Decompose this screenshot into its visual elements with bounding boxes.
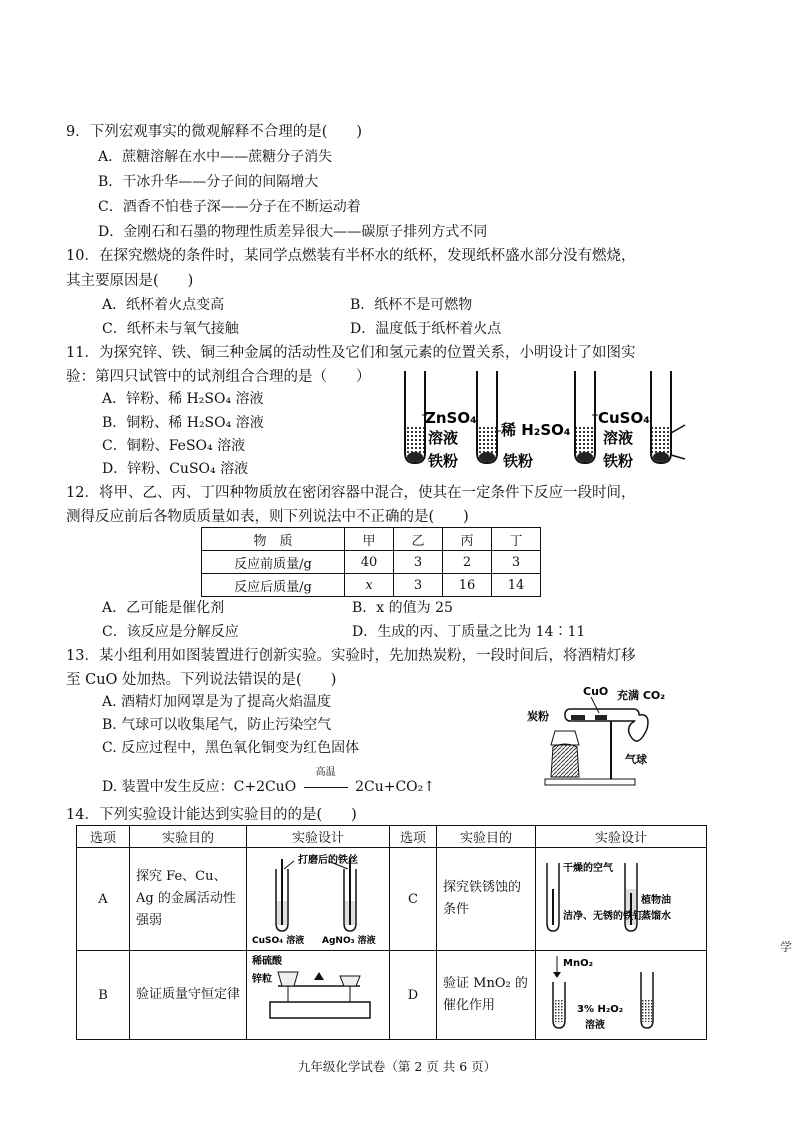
table-header-cell: 物 质 bbox=[202, 528, 345, 551]
co2-label: 充满 CO₂ bbox=[617, 689, 666, 702]
balloon-label: 气球 bbox=[625, 753, 647, 766]
q11-option-a: A．锌粉、稀 H₂SO₄ 溶液 bbox=[102, 391, 264, 407]
table-header-cell: 选项 bbox=[77, 826, 130, 848]
cuo-label: CuO bbox=[583, 685, 609, 698]
table-header-cell: 丁 bbox=[492, 528, 541, 551]
table-cell: 14 bbox=[492, 574, 541, 597]
option-a-figure bbox=[248, 849, 388, 945]
q13-stem-line2: 至 CuO 处加热。下列说法错误的是( ) bbox=[66, 672, 337, 688]
tube1-metal-label: 铁粉 bbox=[428, 452, 459, 470]
q12-option-a: A．乙可能是催化剂 bbox=[102, 600, 225, 616]
option-b-cell: B bbox=[77, 951, 130, 1040]
table-cell: 16 bbox=[443, 574, 492, 597]
page-footer: 九年级化学试卷（第 2 页 共 6 页） bbox=[297, 1059, 497, 1074]
q13-option-b: B. 气球可以收集尾气，防止污染空气 bbox=[102, 717, 332, 733]
q9-stem: 9．下列宏观事实的微观解释不合理的是( ) bbox=[66, 124, 363, 140]
distilled-water-label: 蒸馏水 bbox=[641, 911, 671, 922]
table-header-cell: 选项 bbox=[390, 826, 437, 848]
table-cell: x bbox=[345, 574, 394, 597]
option-d-cell: D bbox=[390, 951, 437, 1040]
table-cell: 3 bbox=[492, 551, 541, 574]
tube3-metal-label: 铁粉 bbox=[603, 452, 634, 470]
tube1-solution-label: ZnSO₄ bbox=[425, 409, 477, 427]
q13-option-d bbox=[102, 767, 435, 797]
carbon-powder-label: 炭粉 bbox=[527, 710, 549, 723]
tube2-solution-label: 稀 H₂SO₄ bbox=[501, 421, 571, 439]
q9-option-b: B．干冰升华——分子间的间隔增大 bbox=[98, 174, 319, 190]
lamp-shield bbox=[551, 731, 579, 745]
option-d-design bbox=[536, 951, 707, 1040]
option-c-design bbox=[536, 848, 707, 951]
table-header-cell: 实验目的 bbox=[437, 826, 536, 848]
clean-nail-label: 洁净、无锈的铁钉 bbox=[563, 911, 643, 922]
q10-stem-line2: 其主要原因是( ) bbox=[66, 273, 194, 289]
q11-option-d: D．锌粉、CuSO₄ 溶液 bbox=[102, 461, 249, 477]
q12-option-c: C．该反应是分解反应 bbox=[102, 624, 239, 640]
q9-option-c: C．酒香不怕巷子深——分子在不断运动着 bbox=[98, 199, 361, 215]
table-header-row bbox=[77, 826, 707, 848]
dry-air-label: 干燥的空气 bbox=[563, 863, 613, 874]
q13-option-d-prefix: D. 装置中发生反应：C+2CuO bbox=[102, 779, 297, 795]
reaction-condition: 高温 bbox=[315, 767, 336, 778]
q10-option-a: A．纸杯着火点变高 bbox=[102, 297, 225, 313]
option-b-purpose: 验证质量守恒定律 bbox=[130, 951, 247, 1040]
q12-stem-line2: 测得反应前后各物质质量如表，则下列说法中不正确的是( ) bbox=[66, 509, 469, 525]
option-d-figure bbox=[537, 952, 705, 1034]
q11-option-c: C．铜粉、FeSO₄ 溶液 bbox=[102, 438, 246, 454]
q10-option-b: B．纸杯不是可燃物 bbox=[350, 297, 473, 313]
q14-stem: 14．下列实验设计能达到实验目的的是( ) bbox=[66, 807, 357, 823]
q10-stem-line1: 10．在探究燃烧的条件时，某同学点燃装有半杯水的纸杯，发现纸杯盛水部分没有燃烧， bbox=[66, 248, 636, 264]
q13-option-a: A. 酒精灯加网罩是为了提高火焰温度 bbox=[102, 694, 332, 710]
option-b-figure bbox=[248, 952, 388, 1034]
edge-mark: 学 bbox=[780, 940, 793, 954]
table-header-cell: 实验设计 bbox=[536, 826, 707, 848]
tube3-solution-label: CuSO₄ bbox=[598, 409, 650, 427]
q11-stem-line2: 验：第四只试管中的试剂组合合理的是（ ） bbox=[66, 369, 371, 385]
table-header-cell: 实验目的 bbox=[130, 826, 247, 848]
option-a-cell: A bbox=[77, 848, 130, 951]
option-a-purpose: 探究 Fe、Cu、Ag 的金属活动性强弱 bbox=[130, 848, 247, 951]
h2o2-label: 3% H₂O₂ bbox=[577, 1004, 624, 1015]
table-header-cell: 丙 bbox=[443, 528, 492, 551]
reaction-arrow bbox=[301, 767, 351, 797]
zinc-granule-label: 锌粒 bbox=[252, 974, 272, 985]
option-c-purpose: 探究铁锈蚀的条件 bbox=[437, 848, 536, 951]
q11-test-tubes-figure bbox=[395, 363, 690, 473]
equal-sign-line bbox=[304, 787, 348, 788]
option-a-design bbox=[247, 848, 390, 951]
q12-option-b: B．x 的值为 25 bbox=[352, 600, 453, 616]
q9-option-d: D．金刚石和石墨的物理性质差异很大——碳原子排列方式不同 bbox=[98, 224, 488, 240]
q14-design-table bbox=[76, 825, 707, 1040]
table-header-cell: 甲 bbox=[345, 528, 394, 551]
wire-label: 打磨后的铁丝 bbox=[298, 855, 358, 866]
q13-option-c: C. 反应过程中，黑色氧化铜变为红色固体 bbox=[102, 740, 360, 756]
table-cell: 40 bbox=[345, 551, 394, 574]
test-tube-2 bbox=[477, 371, 497, 463]
carbon-powder bbox=[571, 715, 585, 720]
q12-mass-table bbox=[201, 527, 541, 597]
table-cell: 反应前质量/g bbox=[202, 551, 345, 574]
option-c-cell: C bbox=[390, 848, 437, 951]
q11-option-b: B．铜粉、稀 H₂SO₄ 溶液 bbox=[102, 415, 264, 431]
dilute-acid-label: 稀硫酸 bbox=[252, 956, 282, 967]
alcohol-lamp bbox=[551, 744, 579, 777]
q10-option-c: C．纸杯未与氧气接触 bbox=[102, 321, 239, 337]
agno3-label: AgNO₃ 溶液 bbox=[322, 936, 376, 945]
q13-apparatus-figure bbox=[525, 683, 695, 787]
tube1-solution-label-2: 溶液 bbox=[428, 429, 459, 447]
table-header-row bbox=[202, 528, 541, 551]
table-cell: 2 bbox=[443, 551, 492, 574]
q13-option-d-suffix: 2Cu+CO₂↑ bbox=[355, 779, 435, 795]
tube3-solution-label-2: 溶液 bbox=[603, 429, 634, 447]
table-row bbox=[202, 574, 541, 597]
table-row bbox=[77, 848, 707, 951]
table-cell: 反应后质量/g bbox=[202, 574, 345, 597]
mno2-label: MnO₂ bbox=[563, 958, 593, 969]
table-cell: 3 bbox=[394, 574, 443, 597]
test-tube-3 bbox=[575, 371, 595, 463]
tube2-metal-label: 铁粉 bbox=[503, 452, 534, 470]
cuo-powder bbox=[595, 715, 607, 720]
test-tube-4 bbox=[651, 371, 685, 463]
option-d-purpose: 验证 MnO₂ 的催化作用 bbox=[437, 951, 536, 1040]
q11-stem-line1: 11．为探究锌、铁、铜三种金属的活动性及它们和氢元素的位置关系，小明设计了如图实 bbox=[66, 345, 636, 361]
q9-option-a: A．蔗糖溶解在水中——蔗糖分子消失 bbox=[98, 149, 333, 165]
table-row bbox=[202, 551, 541, 574]
table-cell: 3 bbox=[394, 551, 443, 574]
q10-option-d: D．温度低于纸杯着火点 bbox=[350, 321, 502, 337]
vegetable-oil-label: 植物油 bbox=[641, 895, 671, 906]
q13-stem-line1: 13．某小组利用如图装置进行创新实验。实验时，先加热炭粉，一段时间后，将酒精灯移 bbox=[66, 648, 636, 664]
table-row bbox=[77, 951, 707, 1040]
q12-option-d: D．生成的丙、丁质量之比为 14∶11 bbox=[352, 624, 586, 640]
stand-base bbox=[545, 779, 635, 785]
table-header-cell: 乙 bbox=[394, 528, 443, 551]
cuso4-label: CuSO₄ 溶液 bbox=[252, 936, 305, 945]
test-tube-1 bbox=[405, 371, 425, 463]
table-header-cell: 实验设计 bbox=[247, 826, 390, 848]
q12-stem-line1: 12．将甲、乙、丙、丁四种物质放在密闭容器中混合，使其在一定条件下反应一段时间， bbox=[66, 485, 636, 501]
option-c-figure bbox=[537, 849, 705, 945]
option-b-design bbox=[247, 951, 390, 1040]
solution-label: 溶液 bbox=[585, 1020, 605, 1031]
